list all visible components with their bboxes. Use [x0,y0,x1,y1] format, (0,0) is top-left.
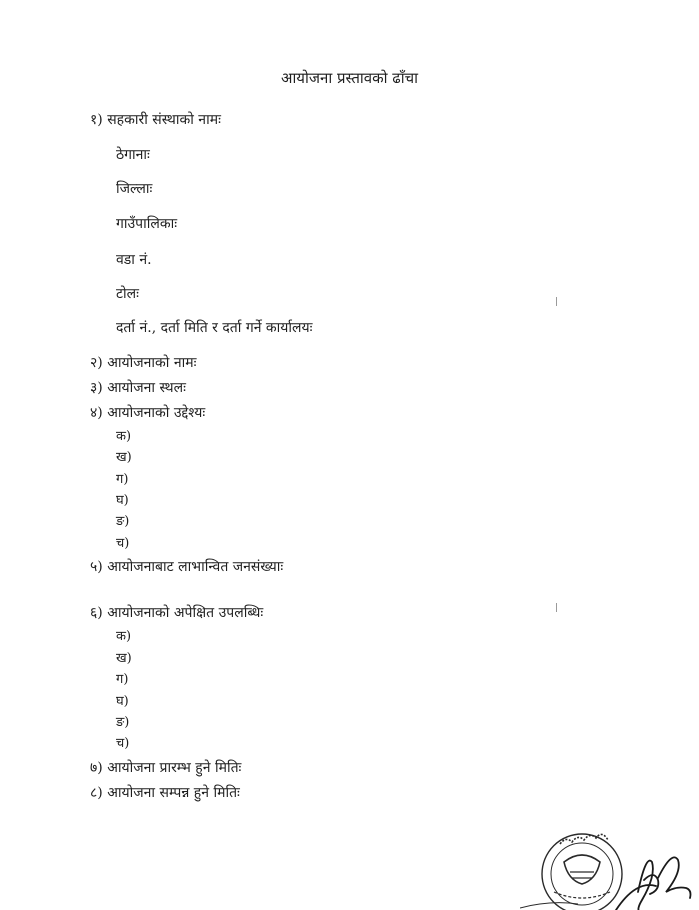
objective-item: ग) [116,472,129,487]
field-registration: दर्ता नं., दर्ता मिति र दर्ता गर्ने कार्यालयः [116,320,313,336]
section-6-label: ६) आयोजनाको अपेक्षित उपलब्धिः [90,605,264,621]
section-1-label: १) सहकारी संस्थाको नामः [90,112,221,128]
outcome-item: ङ) [116,715,130,730]
section-4-label: ४) आयोजनाको उद्देश्यः [90,405,206,421]
section-7-label: ७) आयोजना प्रारम्भ हुने मितिः [90,760,242,776]
outcome-item: ख) [116,651,132,666]
outcome-item: ग) [116,672,129,687]
field-district: जिल्लाः [116,181,153,197]
objective-item: ख) [116,450,132,465]
objective-item: च) [116,536,130,551]
objective-item: घ) [116,493,129,508]
document-title: आयोजना प्रस्तावको ढाँचा [280,69,419,87]
outcome-item: घ) [116,694,129,709]
field-rural-municipality: गाउँपालिकाः [116,216,178,232]
stamp-seal-icon [520,822,699,910]
office-stamp [520,822,699,910]
section-5-label: ५) आयोजनाबाट लाभान्वित जनसंख्याः [90,559,284,575]
outcome-item: च) [116,736,130,751]
section-2-label: २) आयोजनाको नामः [90,355,197,371]
objective-item: क) [116,429,132,444]
field-ward-no: वडा नं. [116,252,152,268]
field-tole: टोलः [116,286,140,302]
scan-speck [556,603,557,612]
field-address: ठेगानाः [116,147,150,163]
section-8-label: ८) आयोजना सम्पन्न हुने मितिः [90,785,240,801]
outcome-item: क) [116,629,132,644]
section-3-label: ३) आयोजना स्थलः [90,380,186,396]
objective-item: ङ) [116,514,130,529]
scan-speck [556,297,557,306]
